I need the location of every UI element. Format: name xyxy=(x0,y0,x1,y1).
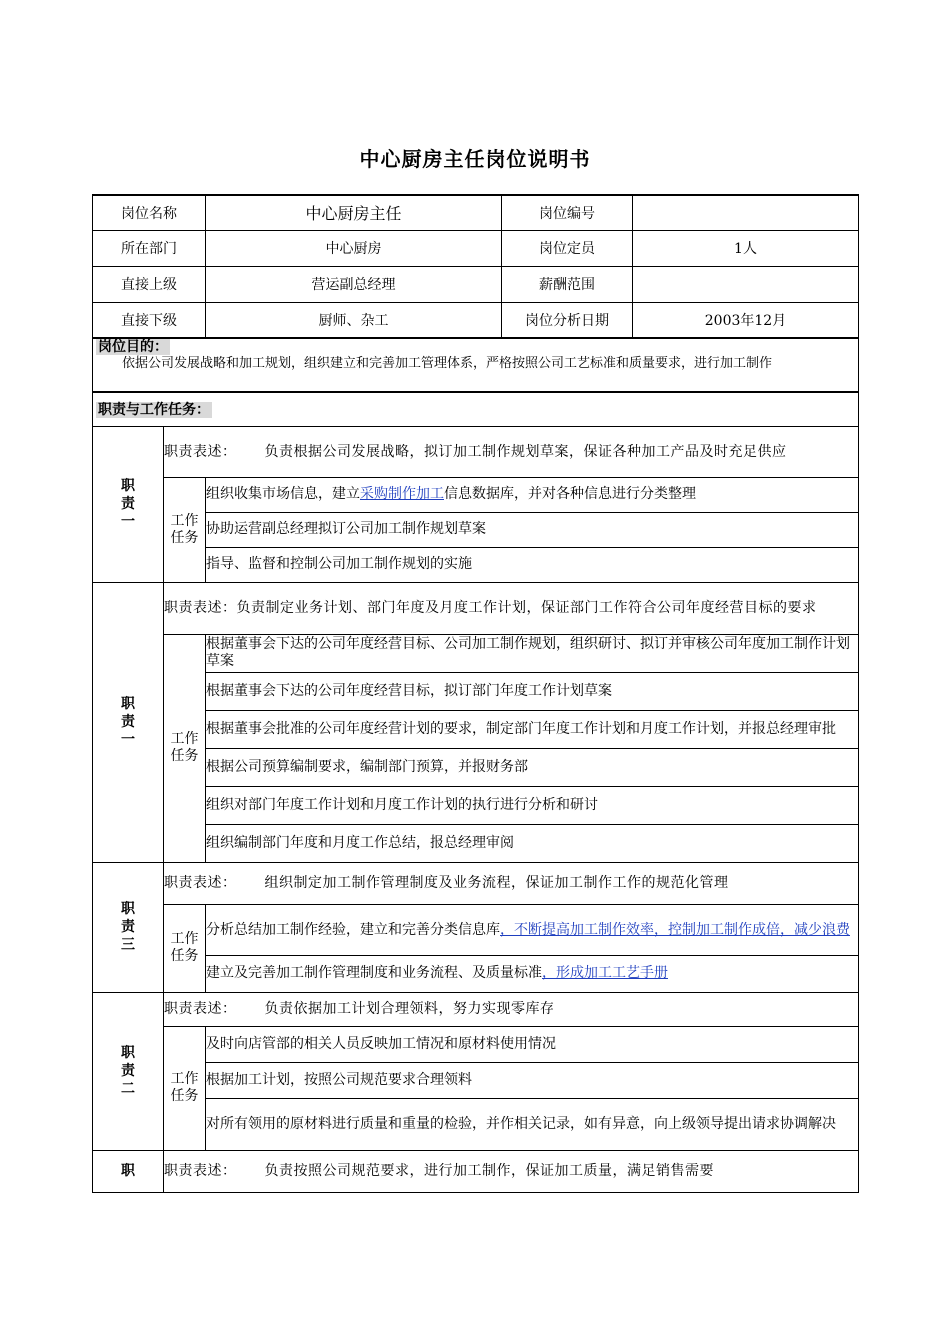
duty-description xyxy=(164,582,859,634)
duties-heading-row xyxy=(93,392,859,426)
info-label: 岗位名称 xyxy=(93,195,206,230)
info-label: 直接上级 xyxy=(93,266,206,302)
duty-name-text: 职 责 三 xyxy=(121,901,135,953)
task-row xyxy=(93,672,859,710)
info-label: 直接下级 xyxy=(93,302,206,338)
task-row xyxy=(93,512,859,547)
task-row xyxy=(93,710,859,748)
task-row xyxy=(93,786,859,824)
desc-text: 负责依据加工计划合理领料，努力实现零库存 xyxy=(264,1001,555,1017)
info-value: 中心厨房 xyxy=(206,230,502,266)
task-label xyxy=(164,904,206,992)
duty-row xyxy=(93,426,859,477)
task-item: 组织收集市场信息，建立采购制作加工信息数据库，并对各种信息进行分类整理 xyxy=(206,477,859,512)
info-row xyxy=(93,230,859,266)
task-label-text: 工作 任务 xyxy=(170,731,199,764)
info-value: 1人 xyxy=(633,230,859,266)
desc-label: 职责表述： xyxy=(164,1163,237,1179)
task-item: 协助运营副总经理拟订公司加工制作规划草案 xyxy=(206,512,859,547)
info-value xyxy=(633,195,859,230)
duty-name-text: 职 责 一 xyxy=(121,696,135,748)
duty-description xyxy=(164,862,859,904)
task-item: 分析总结加工制作经验，建立和完善分类信息库，不断提高加工制作效率，控制加工制作成倍，减少浪费 xyxy=(206,904,859,955)
task-link[interactable]: ，形成加工工艺手册 xyxy=(542,965,668,981)
purpose-text: 依据公司发展战略和加工规划，组织建立和完善加工管理体系，严格按照公司工艺标准和质量要求，进行加工制作 xyxy=(122,356,773,371)
task-row xyxy=(93,547,859,582)
job-description-table xyxy=(92,194,859,1193)
task-item: 根据加工计划，按照公司规范要求合理领料 xyxy=(206,1062,859,1098)
duty-name-text: 职 责 一 xyxy=(121,478,135,530)
purpose-row xyxy=(93,338,859,392)
task-label xyxy=(164,634,206,862)
task-row xyxy=(93,824,859,862)
desc-label: 职责表述： xyxy=(164,600,237,616)
duty-row xyxy=(93,992,859,1026)
task-row xyxy=(93,1098,859,1150)
task-item: 根据董事会下达的公司年度经营目标、公司加工制作规划，组织研讨、拟订并审核公司年度加工制作计划草案 xyxy=(206,634,859,672)
duty-description xyxy=(164,426,859,477)
desc-text: 负责按照公司规范要求，进行加工制作，保证加工质量，满足销售需要 xyxy=(264,1163,714,1179)
task-link[interactable]: 采购制作加工 xyxy=(360,486,444,502)
task-item: 及时向店管部的相关人员反映加工情况和原材料使用情况 xyxy=(206,1026,859,1062)
desc-text: 负责制定业务计划、部门年度及月度工作计划，保证部门工作符合公司年度经营目标的要求 xyxy=(236,600,817,616)
task-label-text: 工作 任务 xyxy=(170,931,199,964)
duty-row xyxy=(93,582,859,634)
purpose-heading: 岗位目的： xyxy=(98,339,168,355)
info-label: 岗位定员 xyxy=(502,230,633,266)
duty-row xyxy=(93,862,859,904)
info-label: 薪酬范围 xyxy=(502,266,633,302)
desc-label: 职责表述： xyxy=(164,1001,237,1017)
task-row xyxy=(93,748,859,786)
desc-text: 组织制定加工制作管理制度及业务流程，保证加工制作工作的规范化管理 xyxy=(264,875,729,891)
info-label: 所在部门 xyxy=(93,230,206,266)
info-value: 2003年12月 xyxy=(633,302,859,338)
info-value: 营运副总经理 xyxy=(206,266,502,302)
duty-description xyxy=(164,992,859,1026)
document-title: 中心厨房主任岗位说明书 xyxy=(359,147,591,171)
task-item: 组织对部门年度工作计划和月度工作计划的执行进行分析和研讨 xyxy=(206,786,859,824)
task-row xyxy=(93,477,859,512)
duty-row xyxy=(93,1150,859,1192)
task-item: 根据董事会批准的公司年度经营计划的要求，制定部门年度工作计划和月度工作计划，并报总经理审批 xyxy=(206,710,859,748)
task-item: 指导、监督和控制公司加工制作规划的实施 xyxy=(206,547,859,582)
task-row xyxy=(93,634,859,672)
task-row xyxy=(93,904,859,955)
task-item: 对所有领用的原材料进行质量和重量的检验，并作相关记录，如有异意，向上级领导提出请求协调解决 xyxy=(206,1098,859,1150)
info-row xyxy=(93,266,859,302)
task-label xyxy=(164,477,206,582)
task-item: 根据董事会下达的公司年度经营目标，拟订部门年度工作计划草案 xyxy=(206,672,859,710)
duty-name xyxy=(93,582,164,862)
duty-name: 职 xyxy=(93,1150,164,1192)
task-row xyxy=(93,955,859,992)
duty-name xyxy=(93,992,164,1150)
info-value: 中心厨房主任 xyxy=(206,195,502,230)
info-label: 岗位分析日期 xyxy=(502,302,633,338)
task-row xyxy=(93,1026,859,1062)
desc-label: 职责表述： xyxy=(164,875,237,891)
info-row xyxy=(93,195,859,230)
task-row xyxy=(93,1062,859,1098)
task-label-text: 工作 任务 xyxy=(170,512,199,546)
task-item: 组织编制部门年度和月度工作总结，报总经理审阅 xyxy=(206,824,859,862)
duty-name-text: 职 责 二 xyxy=(121,1045,135,1097)
task-link[interactable]: ，不断提高加工制作效率，控制加工制作成倍，减少浪费 xyxy=(500,921,850,938)
duty-name xyxy=(93,426,164,582)
duty-name xyxy=(93,862,164,992)
task-item: 建立及完善加工制作管理制度和业务流程、及质量标准，形成加工工艺手册 xyxy=(206,955,859,992)
info-value xyxy=(633,266,859,302)
task-label-text: 工作 任务 xyxy=(170,1071,199,1104)
desc-label: 职责表述： xyxy=(164,443,237,460)
info-label: 岗位编号 xyxy=(502,195,633,230)
desc-text: 负责根据公司发展战略，拟订加工制作规划草案，保证各种加工产品及时充足供应 xyxy=(264,443,787,460)
info-value: 厨师、杂工 xyxy=(206,302,502,338)
task-label xyxy=(164,1026,206,1150)
info-row xyxy=(93,302,859,338)
duties-heading: 职责与工作任务： xyxy=(98,402,210,419)
duty-description xyxy=(164,1150,859,1192)
task-item: 根据公司预算编制要求，编制部门预算，并报财务部 xyxy=(206,748,859,786)
